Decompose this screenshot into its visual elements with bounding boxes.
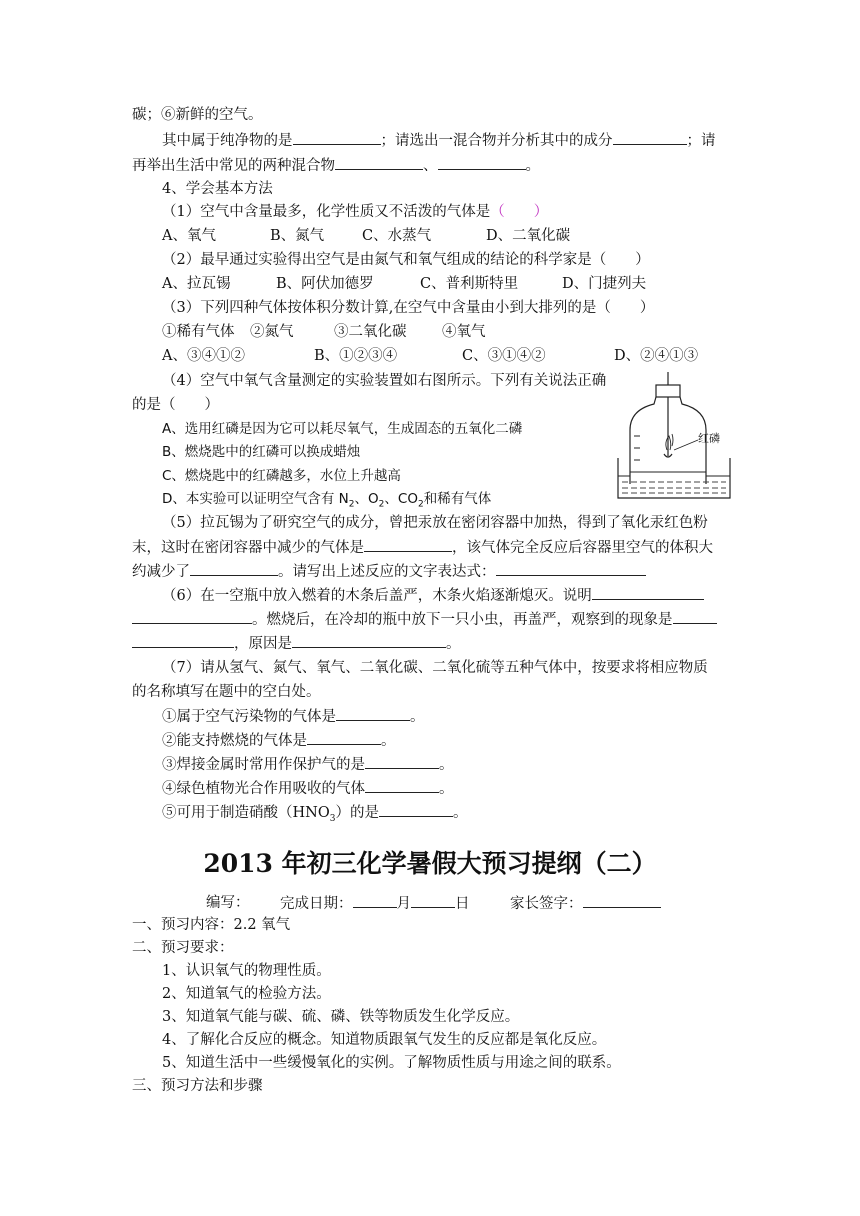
section4-heading: 4、学会基本方法: [162, 181, 273, 197]
blank-mixture-2[interactable]: [438, 154, 526, 170]
q4-7-line2: 的名称填写在题中的空白处。: [132, 684, 321, 700]
q4-1-option-a[interactable]: A、氧气: [162, 228, 216, 244]
requirement-item: 1、认识氧气的物理性质。: [162, 963, 331, 979]
q4-1-stem: （1）空气中含量最多，化学性质又不活泼的气体是（ ）: [162, 204, 549, 220]
q4-3-option-d[interactable]: D、②④①③: [614, 348, 699, 364]
q4-7-item3: ③焊接金属时常用作保护气的是 。: [162, 753, 730, 776]
blank-combustion-gas[interactable]: [307, 729, 381, 745]
blank-signature[interactable]: [583, 892, 661, 908]
q4-4-stem-line1: （4）空气中氧气含量测定的实验装置如右图所示。下列有关说法正确: [162, 373, 607, 389]
q4-5-line1: （5）拉瓦锡为了研究空气的成分，曾把汞放在密闭容器中加热，得到了氧化汞红色粉: [162, 515, 708, 531]
q4-7-item1: ①属于空气污染物的气体是 。: [162, 705, 730, 728]
q4-1-option-c[interactable]: C、水蒸气: [362, 228, 432, 244]
blank-pollutant-gas[interactable]: [336, 705, 410, 721]
blank-mixture-1[interactable]: [335, 154, 423, 170]
q4-1-option-b[interactable]: B、氮气: [270, 228, 325, 244]
q4-6-line2: 。燃烧后，在冷却的瓶中放下一只小虫，再盖严，观察到的现象是: [132, 608, 730, 631]
blank-reduced-gas[interactable]: [364, 536, 452, 552]
q4-3-item-1: ①稀有气体: [162, 324, 235, 340]
blank-conclusion-2[interactable]: [132, 608, 252, 624]
q4-6-line3: ，原因是 。: [132, 632, 730, 655]
q4-4-stem-line2: 的是（ ）: [132, 397, 219, 413]
blank-protective-gas[interactable]: [365, 753, 439, 769]
q4-2-option-c[interactable]: C、普利斯特里: [420, 276, 519, 292]
requirement-item: 5、知道生活中一些缓慢氧化的实例。了解物质性质与用途之间的联系。: [162, 1055, 621, 1071]
q4-2-option-a[interactable]: A、拉瓦锡: [162, 276, 231, 292]
q4-7-item2: ②能支持燃烧的气体是 。: [162, 729, 730, 752]
oxygen-measurement-apparatus: [612, 372, 740, 504]
blank-photosynthesis-gas[interactable]: [365, 777, 439, 793]
q4-2-option-b[interactable]: B、阿伏加德罗: [276, 276, 374, 292]
q4-2-option-d[interactable]: D、门捷列夫: [562, 276, 647, 292]
blank-month[interactable]: [353, 892, 397, 908]
blank-word-equation[interactable]: [496, 560, 646, 576]
blank-observation-1[interactable]: [673, 608, 717, 624]
q4-1-option-d[interactable]: D、二氧化碳: [486, 228, 571, 244]
meta-completion-date: 完成日期： 月 日: [280, 892, 470, 915]
q4-3-item-3: ③二氧化碳: [334, 324, 407, 340]
q3-question-line1: 其中属于纯净物的是 ；请选出一混合物并分析其中的成分 ；请: [162, 129, 730, 152]
requirement-item: 3、知道氧气能与碳、硫、磷、铁等物质发生化学反应。: [162, 1009, 520, 1025]
meta-parent-signature: 家长签字：: [510, 892, 661, 915]
section-preview-content: 一、预习内容：2.2 氧气: [132, 917, 291, 933]
blank-pure-substance[interactable]: [293, 129, 381, 145]
blank-conclusion-1[interactable]: [592, 584, 704, 600]
answer-paren[interactable]: （ ）: [490, 204, 549, 220]
q4-3-item-2: ②氮气: [250, 324, 294, 340]
q4-6-line1: （6）在一空瓶中放入燃着的木条后盖严，木条火焰逐渐熄灭。说明: [162, 584, 730, 607]
section-preview-methods: 三、预习方法和步骤: [132, 1078, 263, 1094]
q4-4-option-c[interactable]: C、燃烧匙中的红磷越多，水位上升越高: [162, 468, 401, 484]
q3-end-line: 碳；⑥新鲜的空气。: [132, 107, 263, 123]
q4-5-line3: 约减少了 。请写出上述反应的文字表达式：: [132, 560, 730, 583]
q4-4-option-b[interactable]: B、燃烧匙中的红磷可以换成蜡烛: [162, 444, 361, 460]
requirement-item: 4、了解化合反应的概念。知道物质跟氧气发生的反应都是氧化反应。: [162, 1032, 607, 1048]
q4-3-stem: （3）下列四种气体按体积分数计算,在空气中含量由小到大排列的是（ ）: [162, 300, 655, 316]
blank-nitric-acid-gas[interactable]: [379, 801, 453, 817]
red-phosphorus-label: 红磷: [698, 432, 720, 445]
blank-reason[interactable]: [292, 632, 446, 648]
q4-4-option-a[interactable]: A、选用红磷是因为它可以耗尽氧气，生成固态的五氧化二磷: [162, 421, 523, 437]
blank-volume-reduced[interactable]: [190, 560, 278, 576]
blank-day[interactable]: [411, 892, 455, 908]
q3-question-line2: 再举出生活中常见的两种混合物 、 。: [132, 154, 730, 177]
q4-2-stem: （2）最早通过实验得出空气是由氮气和氧气组成的结论的科学家是（ ）: [162, 252, 650, 268]
q4-3-option-a[interactable]: A、③④①②: [162, 348, 245, 364]
requirement-item: 2、知道氧气的检验方法。: [162, 986, 331, 1002]
section-preview-requirements: 二、预习要求：: [132, 940, 234, 956]
q4-4-option-d[interactable]: D、本实验可以证明空气含有 $N_2$、$O_2$、$CO_2$和稀有气体: [162, 491, 492, 510]
q4-7-item5: ⑤可用于制造硝酸$(HNO_3)$的是 。: [162, 801, 730, 830]
blank-mixture-components[interactable]: [613, 129, 687, 145]
blank-observation-2[interactable]: [132, 632, 234, 648]
q4-5-line2: 末，这时在密闭容器中减少的气体是 ，该气体完全反应后容器里空气的体积大: [132, 536, 730, 559]
q4-3-item-4: ④氧气: [442, 324, 486, 340]
meta-author: 编写：: [206, 895, 250, 911]
q4-3-option-c[interactable]: C、③①④②: [462, 348, 546, 364]
q4-7-line1: （7）请从氢气、氮气、氧气、二氧化碳、二氧化硫等五种气体中，按要求将相应物质: [162, 660, 708, 676]
outline-title: 2013 年初三化学暑假大预习提纲（二）: [203, 849, 657, 878]
q4-3-option-b[interactable]: B、①②③④: [314, 348, 398, 364]
q4-7-item4: ④绿色植物光合作用吸收的气体 。: [162, 777, 730, 800]
